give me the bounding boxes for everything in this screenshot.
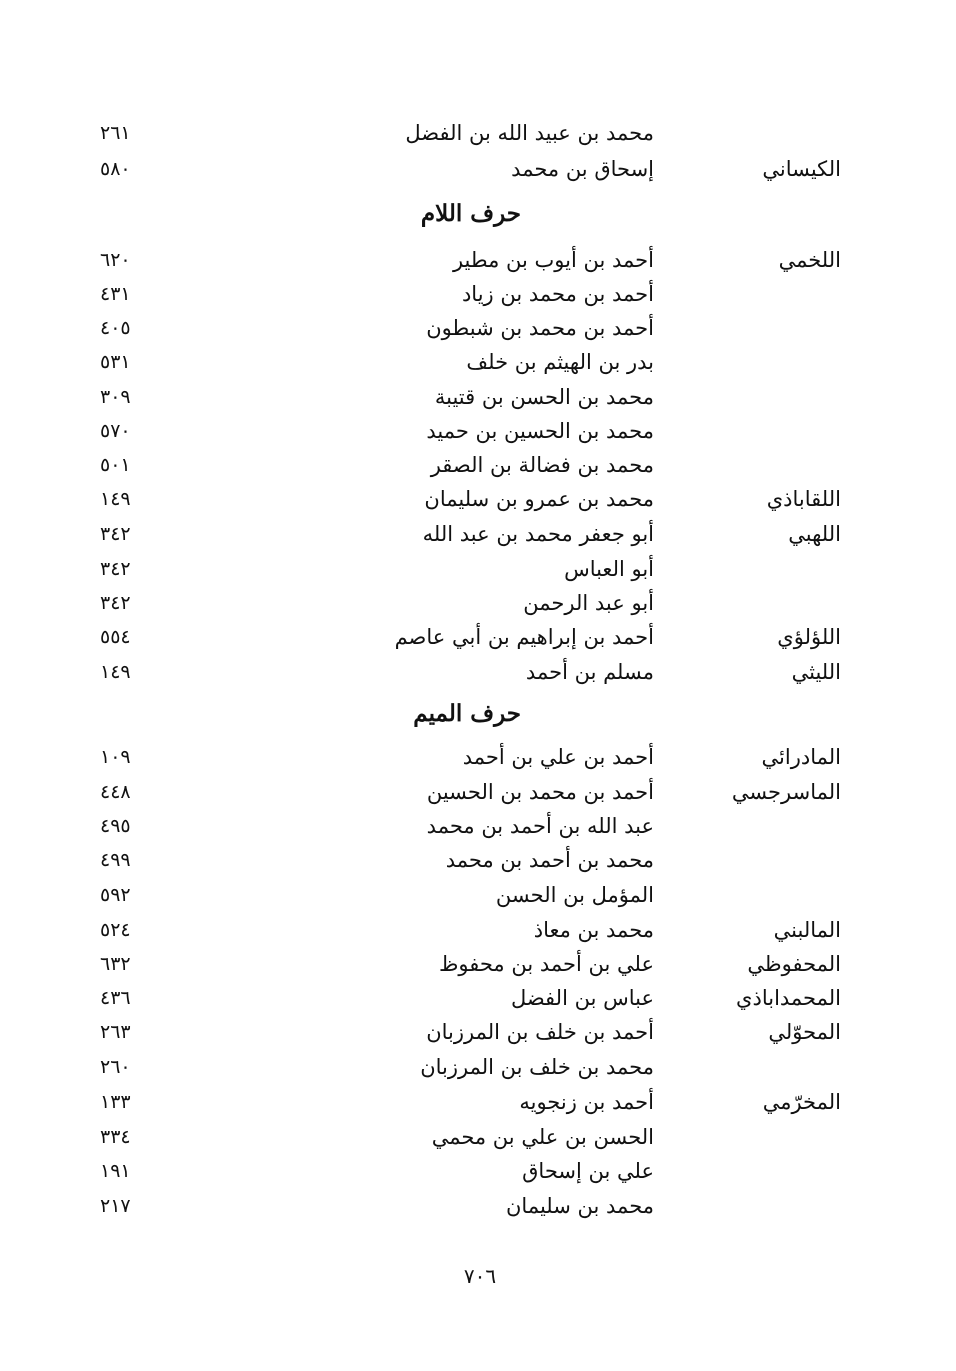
- index-row: [0, 517, 956, 551]
- index-row: [0, 843, 956, 877]
- nisba-label: [651, 809, 841, 843]
- person-name: أبو عبد الرحمن: [523, 591, 654, 615]
- person-name: أحمد بن أيوب بن مطير: [452, 248, 654, 272]
- page-reference: ٦٢٠: [100, 249, 131, 271]
- page-reference: ٥٥٤: [100, 626, 131, 648]
- index-row: [0, 116, 956, 150]
- index-row: [0, 620, 956, 654]
- page-reference: ٢٦١: [100, 122, 131, 144]
- section-heading-lam: حرف اللام: [420, 200, 521, 227]
- index-row: [0, 655, 956, 689]
- nisba-label: الليثي: [791, 660, 841, 684]
- nisba-label: المحمداباذي: [736, 986, 841, 1010]
- page-reference: ٥٢٤: [100, 919, 131, 941]
- index-row: [0, 243, 956, 277]
- nisba-label: المخرّمي: [762, 1090, 841, 1114]
- person-name: محمد بن أحمد بن محمد: [445, 848, 654, 872]
- page-reference: ٤٠٥: [100, 317, 131, 339]
- index-row: [0, 152, 956, 186]
- nisba-label: الكيساني: [762, 157, 841, 181]
- page-reference: ١٣٣: [100, 1091, 131, 1113]
- nisba-label: [651, 1050, 841, 1084]
- person-name: أحمد بن محمد بن الحسين: [426, 780, 654, 804]
- nisba-label: [651, 843, 841, 877]
- person-name: محمد بن خلف بن المرزبان: [420, 1055, 654, 1079]
- person-name: عباس بن الفضل: [510, 986, 654, 1010]
- nisba-label: [651, 277, 841, 311]
- person-name: عبد الله بن أحمد بن محمد: [426, 814, 654, 838]
- nisba-label: [651, 311, 841, 345]
- index-row: [0, 380, 956, 414]
- page-reference: ٥٨٠: [100, 158, 131, 180]
- person-name: أحمد بن علي بن أحمد: [462, 745, 654, 769]
- index-row: [0, 586, 956, 620]
- person-name: أحمد بن محمد بن زياد: [461, 282, 654, 306]
- person-name: أحمد بن خلف بن المرزبان: [426, 1020, 654, 1044]
- person-name: أحمد بن زنجويه: [519, 1090, 654, 1114]
- person-name: أبو العباس: [564, 557, 654, 581]
- page-reference: ٤٩٥: [100, 815, 131, 837]
- nisba-label: اللهبي: [788, 522, 841, 546]
- page-reference: ٤٤٨: [100, 781, 131, 803]
- index-row: [0, 809, 956, 843]
- page-reference: ٥٠١: [100, 454, 131, 476]
- nisba-label: المحوّلي: [768, 1020, 841, 1044]
- nisba-label: المادرائي: [761, 745, 841, 769]
- index-row: [0, 277, 956, 311]
- person-name: محمد بن سليمان: [506, 1194, 654, 1218]
- person-name: أبو جعفر محمد بن عبد الله: [422, 522, 654, 546]
- nisba-label: [651, 380, 841, 414]
- page-reference: ٥٣١: [100, 351, 131, 373]
- person-name: الحسن بن علي بن محمي: [431, 1125, 654, 1149]
- nisba-label: اللخمي: [778, 248, 841, 272]
- index-row: [0, 775, 956, 809]
- person-name: أحمد بن إبراهيم بن أبي عاصم: [394, 625, 654, 649]
- person-name: محمد بن الحسين بن حميد: [426, 419, 654, 443]
- index-row: [0, 1085, 956, 1119]
- nisba-label: الماسرجسي: [731, 780, 841, 804]
- person-name: أحمد بن محمد بن شبطون: [426, 316, 654, 340]
- section-heading-mim: حرف الميم: [413, 700, 521, 727]
- nisba-label: اللقاباذي: [766, 487, 841, 511]
- index-row: [0, 878, 956, 912]
- page-reference: ٦٣٢: [100, 953, 131, 975]
- page-reference: ١٤٩: [100, 488, 131, 510]
- index-row: [0, 981, 956, 1015]
- index-row: [0, 552, 956, 586]
- index-row: [0, 1015, 956, 1049]
- nisba-label: [651, 878, 841, 912]
- person-name: محمد بن عمرو بن سليمان: [424, 487, 654, 511]
- page-reference: ١٤٩: [100, 661, 131, 683]
- person-name: بدر بن الهيثم بن خلف: [466, 350, 654, 374]
- index-row: [0, 740, 956, 774]
- index-row: [0, 414, 956, 448]
- page-reference: ٣٣٤: [100, 1126, 131, 1148]
- nisba-label: [651, 1120, 841, 1154]
- nisba-label: [651, 116, 841, 150]
- index-row: [0, 482, 956, 516]
- page-number: ٧٠٦: [463, 1264, 497, 1288]
- person-name: محمد بن معاذ: [533, 918, 654, 942]
- person-name: إسحاق بن محمد: [511, 157, 654, 181]
- page-reference: ١٩١: [100, 1160, 131, 1182]
- page-reference: ٣٤٢: [100, 523, 131, 545]
- nisba-label: [651, 1189, 841, 1223]
- index-row: [0, 1189, 956, 1223]
- person-name: مسلم بن أحمد: [525, 660, 654, 684]
- person-name: علي بن أحمد بن محفوظ: [438, 952, 654, 976]
- nisba-label: [651, 345, 841, 379]
- index-row: [0, 1154, 956, 1188]
- nisba-label: [651, 1154, 841, 1188]
- nisba-label: المالبني: [773, 918, 841, 942]
- page-reference: ٣٠٩: [100, 386, 131, 408]
- nisba-label: [651, 552, 841, 586]
- page-reference: ٢٦٠: [100, 1056, 131, 1078]
- page-reference: ٤٩٩: [100, 849, 131, 871]
- nisba-label: [651, 586, 841, 620]
- page-reference: ٥٩٢: [100, 884, 131, 906]
- person-name: علي بن إسحاق: [522, 1159, 654, 1183]
- person-name: المؤمل بن الحسن: [495, 883, 654, 907]
- person-name: محمد بن عبيد الله بن الفضل: [405, 121, 654, 145]
- index-row: [0, 913, 956, 947]
- person-name: محمد بن فضالة بن الصقر: [430, 453, 654, 477]
- nisba-label: [651, 414, 841, 448]
- nisba-label: [651, 448, 841, 482]
- index-row: [0, 1050, 956, 1084]
- index-row: [0, 311, 956, 345]
- page-reference: ٢١٧: [100, 1195, 131, 1217]
- index-row: [0, 448, 956, 482]
- page-reference: ٤٣٦: [100, 987, 131, 1009]
- page-reference: ٥٧٠: [100, 420, 131, 442]
- page-reference: ١٠٩: [100, 746, 131, 768]
- page-reference: ٣٤٢: [100, 592, 131, 614]
- page-reference: ٢٦٣: [100, 1021, 131, 1043]
- index-row: [0, 947, 956, 981]
- page-reference: ٤٣١: [100, 283, 131, 305]
- nisba-label: المحفوظي: [747, 952, 841, 976]
- nisba-label: اللؤلؤي: [777, 625, 841, 649]
- person-name: محمد بن الحسن بن قتيبة: [434, 385, 654, 409]
- page-reference: ٣٤٢: [100, 558, 131, 580]
- index-row: [0, 1120, 956, 1154]
- index-row: [0, 345, 956, 379]
